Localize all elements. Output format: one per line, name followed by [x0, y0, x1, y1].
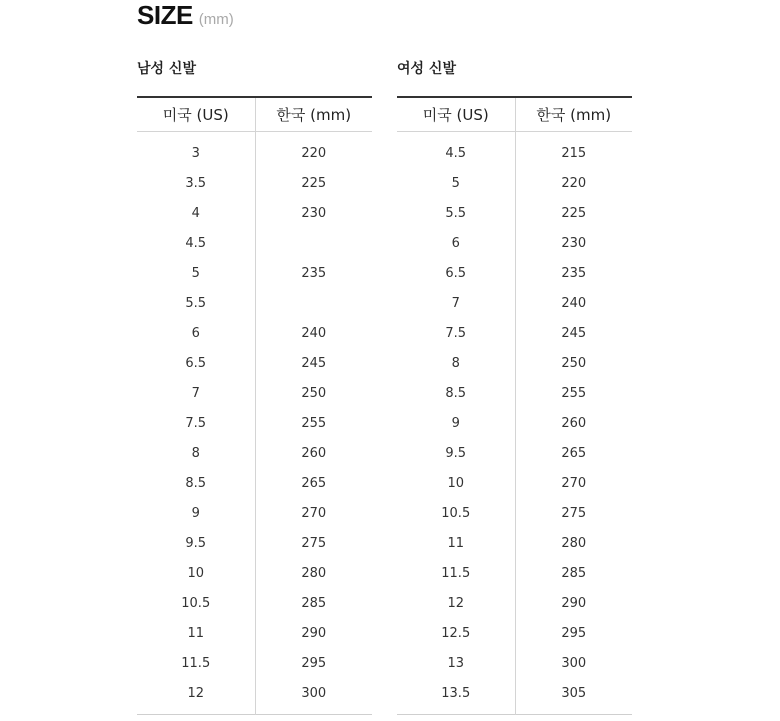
table-row	[397, 648, 632, 678]
table-row	[397, 132, 632, 169]
kr-size-cell: 230	[561, 235, 587, 251]
column-header-kr: 한국 (mm)	[255, 97, 372, 132]
us-size-cell: 6.5	[137, 348, 255, 378]
kr-size-cell: 255	[561, 385, 587, 401]
table-row	[397, 288, 632, 318]
us-size-cell: 5	[397, 168, 515, 198]
kr-size-cell: 260	[301, 445, 327, 461]
us-size-cell: 6	[397, 228, 515, 258]
kr-size-cell: 255	[301, 415, 327, 431]
us-size-cell: 8.5	[137, 468, 255, 498]
us-size-cell: 5.5	[397, 198, 515, 228]
us-size-cell: 11.5	[397, 558, 515, 588]
table-row	[137, 618, 372, 648]
us-size-cell: 5.5	[137, 288, 255, 318]
us-size-cell: 10	[137, 558, 255, 588]
table-row	[137, 588, 372, 618]
column-header-us: 미국 (US)	[137, 97, 255, 132]
us-size-cell: 3.5	[137, 168, 255, 198]
us-size-cell: 10.5	[397, 498, 515, 528]
table-row	[137, 678, 372, 715]
kr-size-cell: 245	[561, 325, 587, 341]
kr-size-cell: 295	[561, 625, 587, 641]
title-unit: (mm)	[198, 11, 234, 28]
men-section-heading: 남성 신발	[137, 61, 196, 77]
kr-size-cell: 245	[301, 355, 327, 371]
table-row	[137, 498, 372, 528]
table-row	[397, 498, 632, 528]
kr-size-cell: 220	[561, 175, 587, 191]
us-size-cell: 4.5	[397, 132, 515, 169]
us-size-cell: 9.5	[137, 528, 255, 558]
kr-size-cell: 275	[561, 505, 587, 521]
men-size-table	[137, 96, 372, 715]
women-section-heading: 여성 신발	[397, 61, 456, 77]
table-row	[137, 198, 372, 228]
us-size-cell: 4.5	[137, 228, 255, 258]
column-header-kr: 한국 (mm)	[515, 97, 632, 132]
table-row	[397, 168, 632, 198]
column-header-us: 미국 (US)	[397, 97, 515, 132]
kr-size-cell: 280	[301, 565, 327, 581]
kr-size-cell	[255, 288, 372, 318]
kr-size-cell: 280	[561, 535, 587, 551]
women-size-table	[397, 96, 632, 715]
kr-size-cell: 240	[561, 295, 587, 311]
kr-size-cell: 235	[561, 265, 587, 281]
kr-size-cell: 225	[561, 205, 587, 221]
us-size-cell: 7	[397, 288, 515, 318]
kr-size-cell: 270	[561, 475, 587, 491]
title-text: SIZE	[137, 0, 193, 30]
kr-size-cell: 265	[561, 445, 587, 461]
table-row	[137, 228, 372, 258]
table-row	[137, 438, 372, 468]
table-row	[397, 558, 632, 588]
us-size-cell: 12.5	[397, 618, 515, 648]
men-size-section	[137, 56, 372, 701]
us-size-cell: 5	[137, 258, 255, 288]
kr-size-cell: 295	[301, 655, 327, 671]
table-row	[397, 258, 632, 288]
table-row	[397, 378, 632, 408]
kr-size-cell: 290	[301, 625, 327, 641]
kr-size-cell: 225	[301, 175, 327, 191]
page-title	[137, 0, 234, 30]
table-row	[137, 258, 372, 288]
us-size-cell: 6	[137, 318, 255, 348]
table-row	[397, 318, 632, 348]
table-row	[397, 198, 632, 228]
women-table-body	[397, 132, 632, 715]
women-size-section	[397, 56, 632, 701]
kr-size-cell: 285	[561, 565, 587, 581]
kr-size-cell: 300	[301, 685, 327, 701]
table-row	[137, 348, 372, 378]
us-size-cell: 13	[397, 648, 515, 678]
us-size-cell: 7.5	[397, 318, 515, 348]
us-size-cell: 9.5	[397, 438, 515, 468]
table-row	[397, 408, 632, 438]
us-size-cell: 10	[397, 468, 515, 498]
us-size-cell: 11	[397, 528, 515, 558]
table-row	[397, 228, 632, 258]
table-row	[137, 378, 372, 408]
kr-size-cell: 305	[561, 685, 587, 701]
table-header-row	[397, 97, 632, 132]
us-size-cell: 8	[137, 438, 255, 468]
table-row	[137, 132, 372, 169]
kr-size-cell: 285	[301, 595, 327, 611]
kr-size-cell: 260	[561, 415, 587, 431]
us-size-cell: 12	[397, 588, 515, 618]
table-row	[397, 618, 632, 648]
table-row	[137, 288, 372, 318]
kr-size-cell: 265	[301, 475, 327, 491]
table-row	[397, 678, 632, 715]
kr-size-cell: 220	[301, 145, 327, 161]
us-size-cell: 7.5	[137, 408, 255, 438]
table-row	[397, 348, 632, 378]
table-row	[137, 558, 372, 588]
table-row	[137, 648, 372, 678]
kr-size-cell: 270	[301, 505, 327, 521]
table-row	[137, 408, 372, 438]
us-size-cell: 13.5	[397, 678, 515, 715]
kr-size-cell: 290	[561, 595, 587, 611]
table-row	[397, 468, 632, 498]
men-table-body	[137, 132, 372, 715]
us-size-cell: 9	[137, 498, 255, 528]
table-row	[397, 588, 632, 618]
table-row	[137, 318, 372, 348]
table-header-row	[137, 97, 372, 132]
kr-size-cell: 300	[561, 655, 587, 671]
kr-size-cell: 240	[301, 325, 327, 341]
table-row	[397, 438, 632, 468]
kr-size-cell: 230	[301, 205, 327, 221]
us-size-cell: 11.5	[137, 648, 255, 678]
kr-size-cell: 250	[301, 385, 327, 401]
us-size-cell: 11	[137, 618, 255, 648]
us-size-cell: 8	[397, 348, 515, 378]
kr-size-cell: 250	[561, 355, 587, 371]
table-row	[137, 528, 372, 558]
us-size-cell: 10.5	[137, 588, 255, 618]
table-row	[397, 528, 632, 558]
kr-size-cell: 275	[301, 535, 327, 551]
us-size-cell: 4	[137, 198, 255, 228]
us-size-cell: 7	[137, 378, 255, 408]
kr-size-cell: 215	[561, 145, 587, 161]
us-size-cell: 6.5	[397, 258, 515, 288]
us-size-cell: 3	[137, 132, 255, 169]
us-size-cell: 9	[397, 408, 515, 438]
kr-size-cell	[255, 228, 372, 258]
us-size-cell: 8.5	[397, 378, 515, 408]
table-row	[137, 168, 372, 198]
table-row	[137, 468, 372, 498]
kr-size-cell: 235	[301, 265, 327, 281]
us-size-cell: 12	[137, 678, 255, 715]
